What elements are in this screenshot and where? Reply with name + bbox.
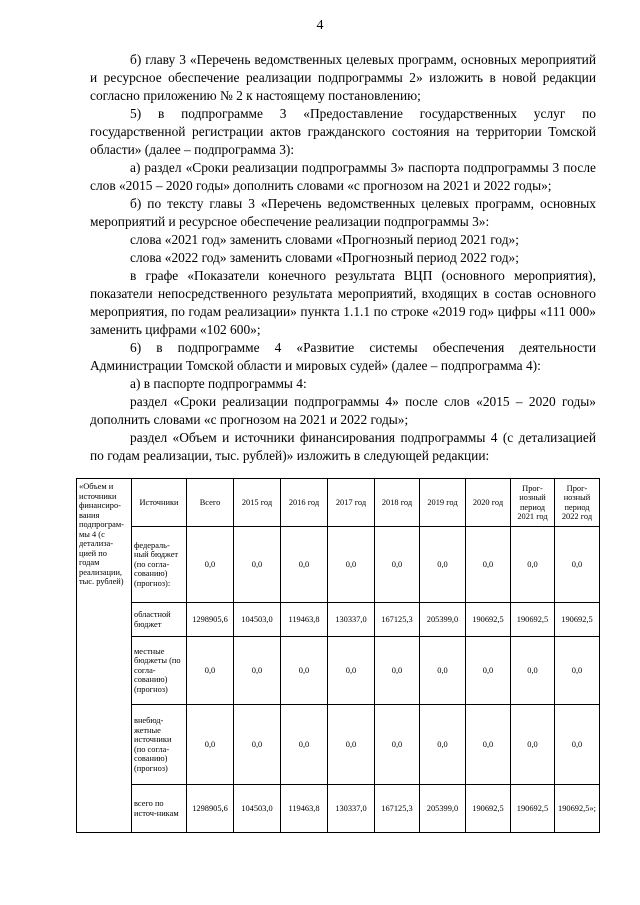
value-cell: 0,0 [234, 637, 281, 705]
financing-table [76, 478, 600, 833]
header-cell: 2016 год [281, 479, 328, 527]
value-cell: 104503,0 [234, 785, 281, 833]
header-cell: 2019 год [420, 479, 466, 527]
value-cell: 0,0 [281, 637, 328, 705]
table-row [77, 527, 600, 603]
source-cell: местные бюджеты (по согла-сованию) (прогноз) [132, 637, 187, 705]
paragraph: 5) в подпрограмме 3 «Предоставление государственных услуг по государственной регистрации актов гражданского состояния на территории Томской области» (далее – подпрограмма 3): [90, 106, 596, 157]
value-cell: 0,0 [234, 705, 281, 785]
value-cell: 190692,5 [466, 785, 511, 833]
value-cell: 0,0 [466, 637, 511, 705]
paragraph: в графе «Показатели конечного результата ВЦП (основного мероприятия), показатели непосредственного результата мероприятий, входящих в состав основного мероприятия, по годам реализации» пункта 1.1.1 по строке «2019 год» цифры «111 000» заменить цифрами «102 600»; [90, 268, 596, 337]
value-cell: 190692,5»; [555, 785, 600, 833]
header-cell: 2015 год [234, 479, 281, 527]
value-cell: 167125,3 [375, 603, 420, 637]
header-cell: Прог-нозный период 2021 год [511, 479, 555, 527]
value-cell: 190692,5 [511, 785, 555, 833]
value-cell: 0,0 [281, 705, 328, 785]
value-cell: 190692,5 [555, 603, 600, 637]
paragraph: 6) в подпрограмме 4 «Развитие системы обеспечения деятельности Администрации Томской области и мировых судей» (далее – подпрограмма 4): [90, 340, 596, 373]
value-cell: 190692,5 [466, 603, 511, 637]
value-cell: 0,0 [375, 705, 420, 785]
header-cell: 2017 год [328, 479, 375, 527]
body-text [90, 51, 596, 465]
value-cell: 205399,0 [420, 603, 466, 637]
value-cell: 0,0 [281, 527, 328, 603]
table-row [77, 785, 600, 833]
page-number: 4 [316, 18, 324, 33]
value-cell: 130337,0 [328, 603, 375, 637]
header-cell: Всего [187, 479, 234, 527]
source-cell: федераль-ный бюджет (по согла-сованию) (прогноз): [132, 527, 187, 603]
value-cell: 0,0 [420, 527, 466, 603]
table-row-label: «Объем и источники финансиро-вания подпрограм-мы 4 (с детализа-цией по годам реализации, тыс. рублей) [77, 479, 132, 833]
value-cell: 0,0 [466, 705, 511, 785]
value-cell: 0,0 [555, 637, 600, 705]
header-cell: Источники [132, 479, 187, 527]
value-cell: 0,0 [375, 637, 420, 705]
value-cell: 119463,8 [281, 785, 328, 833]
value-cell: 104503,0 [234, 603, 281, 637]
value-cell: 1298905,6 [187, 785, 234, 833]
table-row [77, 637, 600, 705]
value-cell: 0,0 [420, 705, 466, 785]
table-header-row [77, 479, 600, 527]
paragraph: слова «2022 год» заменить словами «Прогнозный период 2022 год»; [130, 250, 519, 265]
header-cell: Прог-нозный период 2022 год [555, 479, 600, 527]
value-cell: 1298905,6 [187, 603, 234, 637]
value-cell: 0,0 [328, 637, 375, 705]
source-cell: всего по источ-никам [132, 785, 187, 833]
header-cell: 2018 год [375, 479, 420, 527]
value-cell: 0,0 [234, 527, 281, 603]
value-cell: 0,0 [511, 527, 555, 603]
table-row [77, 603, 600, 637]
value-cell: 0,0 [328, 527, 375, 603]
value-cell: 0,0 [555, 527, 600, 603]
table-row [77, 705, 600, 785]
value-cell: 0,0 [555, 705, 600, 785]
paragraph: а) в паспорте подпрограммы 4: [130, 376, 307, 391]
value-cell: 167125,3 [375, 785, 420, 833]
value-cell: 0,0 [375, 527, 420, 603]
value-cell: 0,0 [187, 705, 234, 785]
value-cell: 0,0 [466, 527, 511, 603]
value-cell: 130337,0 [328, 785, 375, 833]
value-cell: 0,0 [187, 637, 234, 705]
paragraph: б) главу 3 «Перечень ведомственных целевых программ, основных мероприятий и ресурсное обеспечение реализации подпрограммы 2» изложить в новой редакции согласно приложению № 2 к настоящему постановлению; [90, 52, 596, 103]
source-cell: областной бюджет [132, 603, 187, 637]
value-cell: 0,0 [511, 637, 555, 705]
paragraph: б) по тексту главы 3 «Перечень ведомственных целевых программ, основных мероприятий и ресурсное обеспечение реализации подпрограммы 3»: [90, 196, 596, 229]
value-cell: 119463,8 [281, 603, 328, 637]
paragraph: раздел «Объем и источники финансирования подпрограммы 4 (с детализацией по годам реализации, тыс. рублей)» изложить в следующей редакции: [90, 430, 596, 463]
value-cell: 0,0 [511, 705, 555, 785]
header-cell: 2020 год [466, 479, 511, 527]
value-cell: 190692,5 [511, 603, 555, 637]
paragraph: а) раздел «Сроки реализации подпрограммы 3» паспорта подпрограммы 3 после слов «2015 – 2020 годы» дополнить словами «с прогнозом на 2021 и 2022 годы»; [90, 160, 596, 193]
value-cell: 0,0 [328, 705, 375, 785]
paragraph: слова «2021 год» заменить словами «Прогнозный период 2021 год»; [130, 232, 519, 247]
value-cell: 205399,0 [420, 785, 466, 833]
paragraph: раздел «Сроки реализации подпрограммы 4» после слов «2015 – 2020 годы» дополнить словами «с прогнозом на 2021 и 2022 годы»; [90, 394, 596, 427]
source-cell: внебюд-жетные источники (по согла-сованию) (прогноз) [132, 705, 187, 785]
value-cell: 0,0 [420, 637, 466, 705]
value-cell: 0,0 [187, 527, 234, 603]
